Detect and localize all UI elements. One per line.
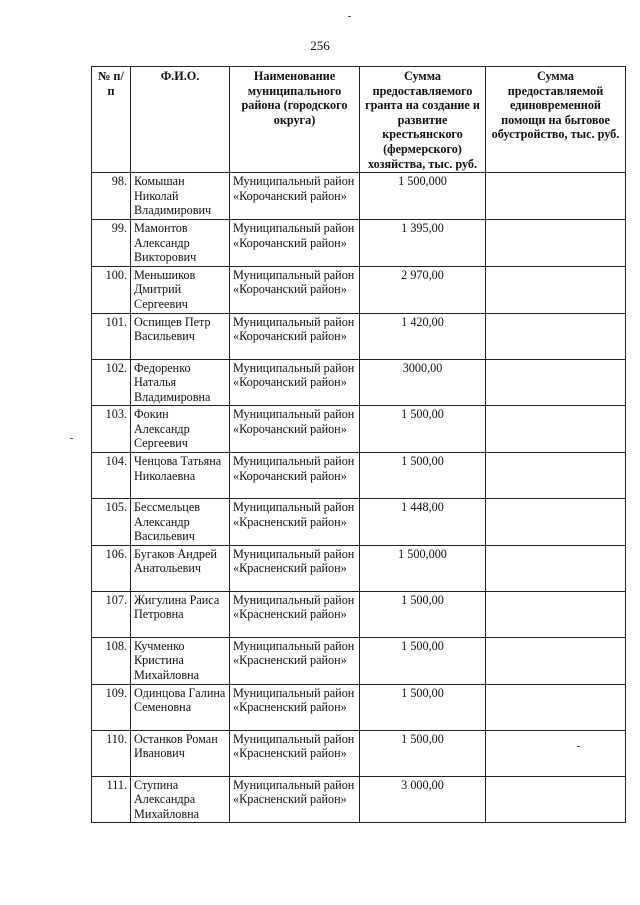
row-grant: 1 395,00 xyxy=(360,219,486,266)
row-number: 106. xyxy=(92,545,131,591)
row-fio: Жигулина Раиса Петровна xyxy=(131,591,230,637)
header-num: № п/п xyxy=(92,67,131,173)
row-district: Муниципальный район «Красненский район» xyxy=(230,591,360,637)
row-aid xyxy=(486,313,626,359)
table-row xyxy=(92,499,626,546)
header-grant: Сумма предоставляемого гранта на создание и развитие крестьянского (фермерского) хозяйства, тыс. руб. xyxy=(360,67,486,173)
table-row xyxy=(92,313,626,359)
row-fio: Бугаков Андрей Анатольевич xyxy=(131,545,230,591)
row-fio: Мамонтов Александр Викторович xyxy=(131,219,230,266)
row-number: 107. xyxy=(92,591,131,637)
scan-speck xyxy=(577,746,580,747)
table-row xyxy=(92,406,626,453)
header-aid: Сумма предоставляемой единовременной помощи на бытовое обустройство, тыс. руб. xyxy=(486,67,626,173)
row-aid xyxy=(486,173,626,220)
row-fio: Комышан Николай Владимирович xyxy=(131,173,230,220)
row-aid xyxy=(486,219,626,266)
row-aid xyxy=(486,453,626,499)
table-row xyxy=(92,637,626,684)
row-aid xyxy=(486,684,626,730)
row-fio: Ченцова Татьяна Николаевна xyxy=(131,453,230,499)
row-aid xyxy=(486,266,626,313)
row-grant: 1 500,000 xyxy=(360,173,486,220)
row-grant: 3000,00 xyxy=(360,359,486,406)
row-district: Муниципальный район «Корочанский район» xyxy=(230,453,360,499)
row-grant: 1 500,00 xyxy=(360,637,486,684)
row-number: 103. xyxy=(92,406,131,453)
row-aid xyxy=(486,359,626,406)
row-number: 110. xyxy=(92,730,131,776)
header-district: Наименование муниципального района (городского округа) xyxy=(230,67,360,173)
row-aid xyxy=(486,730,626,776)
row-number: 108. xyxy=(92,637,131,684)
header-fio: Ф.И.О. xyxy=(131,67,230,173)
row-district: Муниципальный район «Красненский район» xyxy=(230,730,360,776)
table-row xyxy=(92,173,626,220)
row-fio: Фокин Александр Сергеевич xyxy=(131,406,230,453)
row-grant: 1 500,00 xyxy=(360,684,486,730)
row-number: 99. xyxy=(92,219,131,266)
table-row xyxy=(92,545,626,591)
page-number: 256 xyxy=(310,38,330,53)
table-row xyxy=(92,684,626,730)
row-number: 100. xyxy=(92,266,131,313)
table-row xyxy=(92,266,626,313)
row-number: 101. xyxy=(92,313,131,359)
row-district: Муниципальный район «Красненский район» xyxy=(230,499,360,546)
row-fio: Ступина Александра Михайловна xyxy=(131,776,230,823)
row-grant: 1 500,00 xyxy=(360,453,486,499)
table-header-row xyxy=(92,67,626,173)
row-grant: 3 000,00 xyxy=(360,776,486,823)
row-fio: Оспищев Петр Васильевич xyxy=(131,313,230,359)
table-row xyxy=(92,776,626,823)
row-district: Муниципальный район «Корочанский район» xyxy=(230,173,360,220)
row-number: 111. xyxy=(92,776,131,823)
row-number: 105. xyxy=(92,499,131,546)
row-aid xyxy=(486,406,626,453)
row-grant: 1 500,00 xyxy=(360,406,486,453)
row-district: Муниципальный район «Корочанский район» xyxy=(230,359,360,406)
row-aid xyxy=(486,776,626,823)
row-fio: Останков Роман Иванович xyxy=(131,730,230,776)
row-district: Муниципальный район «Красненский район» xyxy=(230,776,360,823)
row-grant: 1 500,00 xyxy=(360,730,486,776)
row-grant: 1 500,000 xyxy=(360,545,486,591)
row-aid xyxy=(486,591,626,637)
row-grant: 1 420,00 xyxy=(360,313,486,359)
row-district: Муниципальный район «Корочанский район» xyxy=(230,219,360,266)
row-fio: Одинцова Галина Семеновна xyxy=(131,684,230,730)
row-grant: 2 970,00 xyxy=(360,266,486,313)
row-aid xyxy=(486,637,626,684)
table-row xyxy=(92,453,626,499)
scan-speck xyxy=(348,16,351,17)
row-district: Муниципальный район «Корочанский район» xyxy=(230,266,360,313)
row-aid xyxy=(486,499,626,546)
row-district: Муниципальный район «Корочанский район» xyxy=(230,313,360,359)
table-row xyxy=(92,219,626,266)
row-fio: Кучменко Кристина Михайловна xyxy=(131,637,230,684)
row-number: 98. xyxy=(92,173,131,220)
row-number: 109. xyxy=(92,684,131,730)
row-district: Муниципальный район «Красненский район» xyxy=(230,545,360,591)
table-row xyxy=(92,591,626,637)
table-row xyxy=(92,359,626,406)
grants-table xyxy=(91,66,626,823)
row-fio: Меньшиков Дмитрий Сергеевич xyxy=(131,266,230,313)
row-fio: Бессмельцев Александр Васильевич xyxy=(131,499,230,546)
row-district: Муниципальный район «Красненский район» xyxy=(230,637,360,684)
row-grant: 1 500,00 xyxy=(360,591,486,637)
row-aid xyxy=(486,545,626,591)
row-fio: Федоренко Наталья Владимировна xyxy=(131,359,230,406)
row-number: 102. xyxy=(92,359,131,406)
row-district: Муниципальный район «Корочанский район» xyxy=(230,406,360,453)
row-district: Муниципальный район «Красненский район» xyxy=(230,684,360,730)
scan-speck xyxy=(70,438,73,439)
row-grant: 1 448,00 xyxy=(360,499,486,546)
table-row xyxy=(92,730,626,776)
row-number: 104. xyxy=(92,453,131,499)
